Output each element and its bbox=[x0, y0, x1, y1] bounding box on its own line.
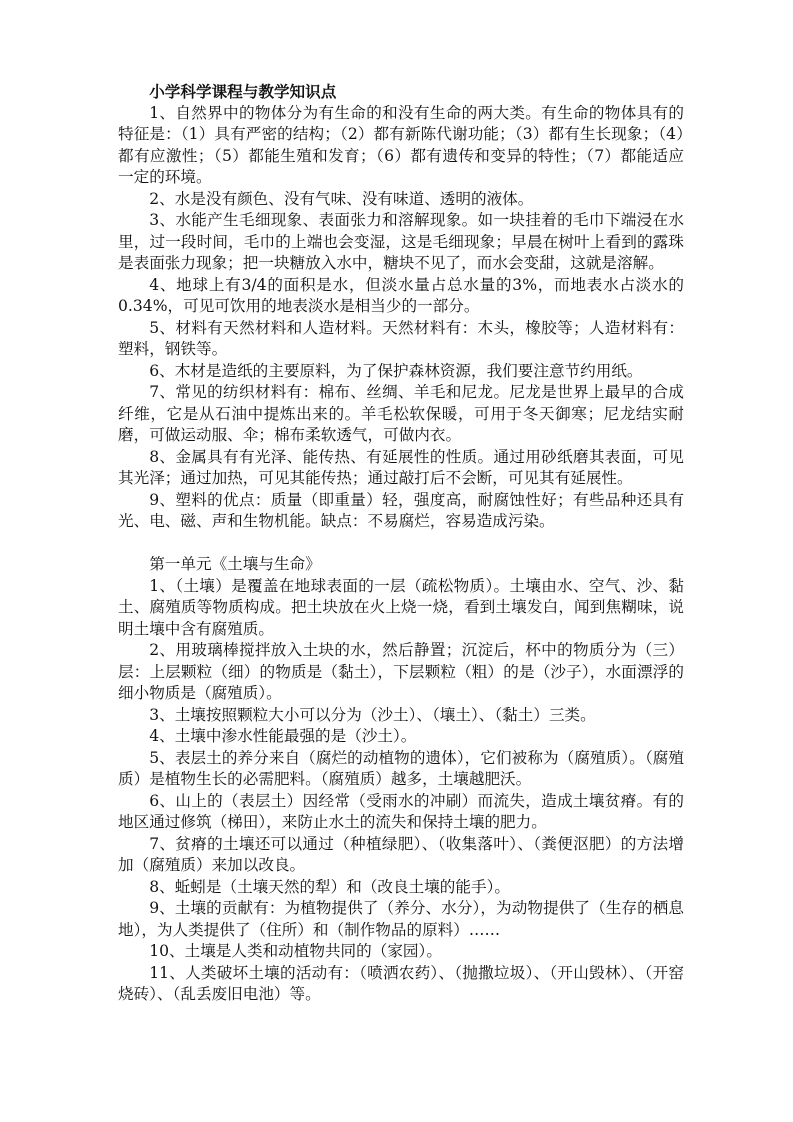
knowledge-point: 11、人类破坏土壤的活动有：（喷洒农药）、（抛撒垃圾）、（开山毁林）、（开窑烧砖）、（乱丢废旧电池）等。 bbox=[118, 963, 684, 1003]
knowledge-point: 3、土壤按照颗粒大小可以分为（沙土）、（壤土）、（黏土）三类。 bbox=[149, 705, 596, 724]
knowledge-point: 9、塑料的优点：质量（即重量）轻，强度高，耐腐蚀性好；有些品种还具有光、电、磁、声和生物机能。缺点：不易腐烂，容易造成污染。 bbox=[118, 490, 684, 530]
document-title: 小学科学课程与教学知识点 bbox=[149, 82, 337, 101]
knowledge-point: 2、水是没有颜色、没有气味、没有味道、透明的液体。 bbox=[149, 189, 534, 208]
unit-list bbox=[118, 576, 684, 1006]
knowledge-point: 2、用玻璃棒搅拌放入土块的水，然后静置；沉淀后，杯中的物质分为（三）层：上层颗粒（细）的物质是（黏土），下层颗粒（粗）的是（沙子），水面漂浮的细小物质是（腐殖质）。 bbox=[118, 641, 684, 702]
unit-title: 第一单元《土壤与生命》 bbox=[149, 555, 321, 573]
knowledge-point: 3、水能产生毛细现象、表面张力和溶解现象。如一块挂着的毛巾下端浸在水里，过一段时间，毛巾的上端也会变湿，这是毛细现象；早晨在树叶上看到的露珠是表面张力现象；把一块糖放入水中，糖块不见了，而水会变甜，这就是溶解。 bbox=[118, 211, 684, 272]
blank-line bbox=[118, 533, 684, 555]
knowledge-point: 8、蚯蚓是（土壤天然的犁）和（改良土壤的能手）。 bbox=[149, 877, 510, 896]
knowledge-point: 5、材料有天然材料和人造材料。天然材料有：木头，橡胶等；人造材料有：塑料，钢铁等。 bbox=[118, 318, 684, 358]
knowledge-point: 7、常见的纺织材料有：棉布、丝绸、羊毛和尼龙。尼龙是世界上最早的合成纤维，它是从石油中提炼出来的。羊毛松软保暖，可用于冬天御寒；尼龙结实耐磨，可做运动服、伞；棉布柔软透气，可做内衣。 bbox=[118, 383, 684, 444]
knowledge-point: 4、土壤中渗水性能最强的是（沙土）。 bbox=[149, 727, 417, 745]
knowledge-point: 9、土壤的贡献有：为植物提供了（养分、水分），为动物提供了（生存的栖息地），为人类提供了（住所）和（制作物品的原料）…… bbox=[118, 899, 684, 939]
knowledge-point: 6、山上的（表层土）因经常（受雨水的冲刷）而流失，造成土壤贫瘠。有的地区通过修筑（梯田），来防止水土的流失和保持土壤的肥力。 bbox=[118, 791, 684, 831]
knowledge-point: 5、表层土的养分来自（腐烂的动植物的遗体），它们被称为（腐殖质）。（腐殖质）是植物生长的必需肥料。（腐殖质）越多，土壤越肥沃。 bbox=[118, 748, 684, 788]
knowledge-point: 1、（土壤）是覆盖在地球表面的一层（疏松物质）。土壤由水、空气、沙、黏土、腐殖质等物质构成。把土块放在火上烧一烧，看到土壤发白，闻到焦糊味，说明土壤中含有腐殖质。 bbox=[118, 576, 684, 638]
document-page bbox=[118, 81, 684, 1006]
knowledge-point: 4、地球上有3/4的面积是水，但淡水量占总水量的3%，而地表水占淡水的0.34%，可见可饮用的地表淡水是相当少的一部分。 bbox=[118, 275, 684, 315]
intro-list bbox=[118, 103, 684, 533]
knowledge-point: 8、金属具有有光泽、能传热、有延展性的性质。通过用砂纸磨其表面，可见其光泽；通过加热，可见其能传热；通过敲打后不会断，可见其有延展性。 bbox=[118, 447, 684, 487]
knowledge-point: 10、土壤是人类和动植物共同的（家园）。 bbox=[149, 942, 442, 960]
knowledge-point: 1、自然界中的物体分为有生命的和没有生命的两大类。有生命的物体具有的特征是：（1）具有严密的结构；（2）都有新陈代谢功能；（3）都有生长现象；（4）都有应激性；（5）都能生殖和发育；（6）都有遗传和变异的特性；（7）都能适应一定的环境。 bbox=[118, 103, 684, 186]
knowledge-point: 6、木材是造纸的主要原料，为了保护森林资源，我们要注意节约用纸。 bbox=[149, 361, 643, 380]
knowledge-point: 7、贫瘠的土壤还可以通过（种植绿肥）、（收集落叶）、（粪便沤肥）的方法增加（腐殖质）来加以改良。 bbox=[118, 834, 684, 874]
